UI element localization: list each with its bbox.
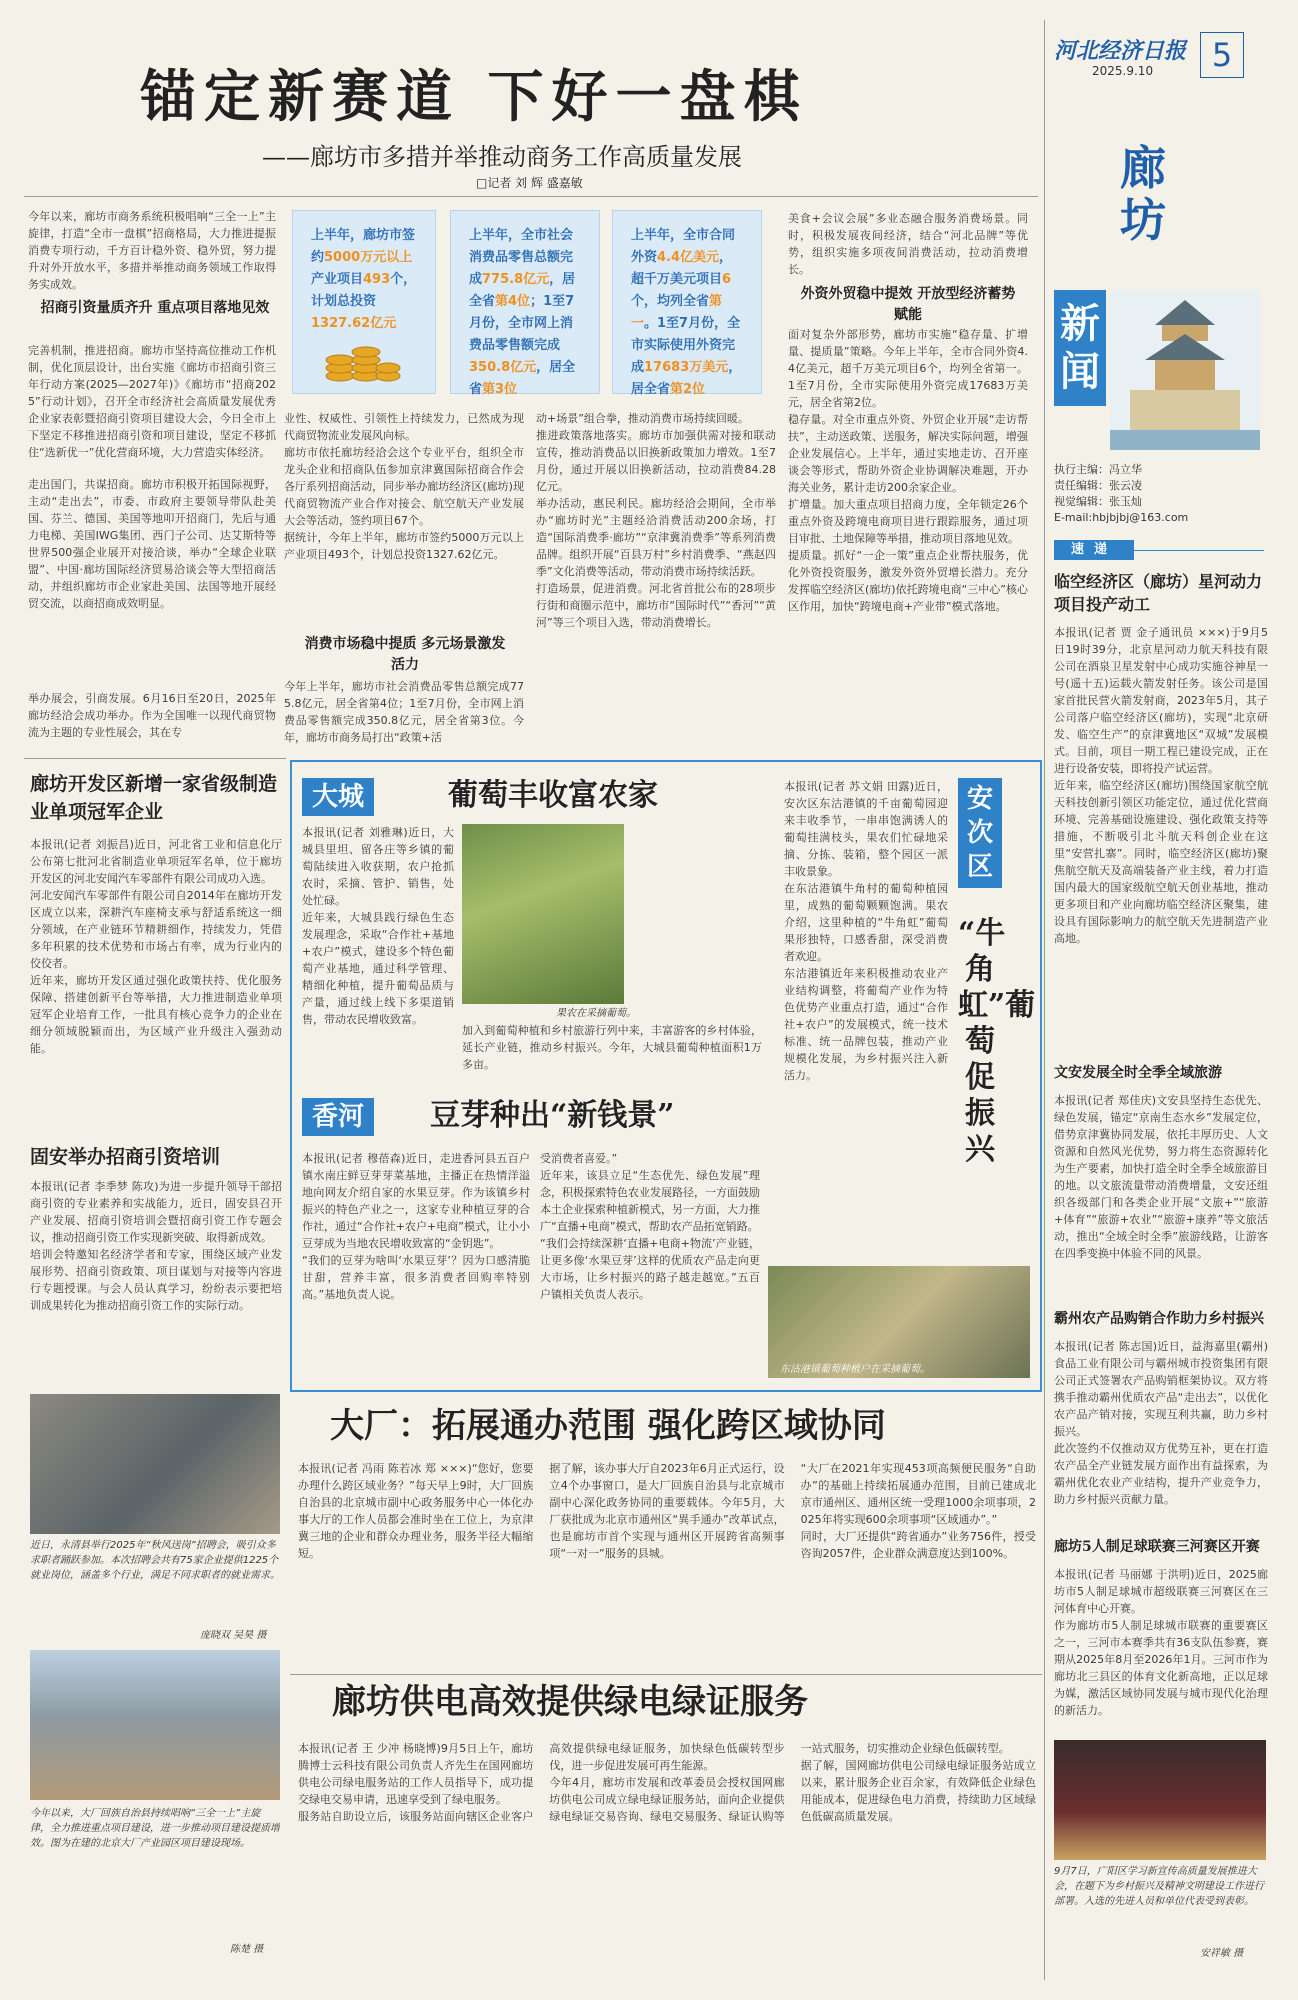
dacheng-caption: 果农在采摘葡萄。 [556, 1008, 636, 1019]
left-photo-1-credit: 庞晓双 吴昊 摄 [200, 1630, 267, 1641]
stat-box-1: 上半年，廊坊市签约5000万元以上产业项目493个，计划总投资1327.62亿元 [292, 210, 436, 394]
lead-col4: 美食+会议会展”多业态融合服务消费场景。同时，积极发展夜间经济，结合“河北品牌”等优势，组织实施多项夜间消费活动，拉动消费增长。 [788, 212, 1028, 276]
bottom1-title: 大厂：拓展通办范围 强化跨区域协同 [330, 1406, 886, 1446]
lead-subhead-2: 消费市场稳中提质 多元场景激发活力 [304, 636, 506, 673]
left-title-2: 固安举办招商引资培训 [30, 1146, 221, 1168]
anci-tag-text: 安次区 [966, 784, 993, 882]
side-photo-caption: 9月7日，广阳区学习新宣传高质量发展推进大会，在题下为乡村振兴及精神文明建设工作进行部署。入选的先进人员和单位代表受到表彰。 [1054, 1866, 1264, 1907]
xianghe-body: 本报讯(记者 穆蓓森)近日，走进香河县五百户镇水南庄鲜豆芽芽菜基地，主播正在热情洋溢地向网友介绍自家的水果豆芽。作为该镇乡村振兴的特色产业之一，这家专业种植豆芽的合作社，通过“合作社+农户+电商”模式，让小小豆芽成为当地农民增收致富的“金钥匙”。 “我们的豆芽为啥叫‘水果豆芽’？因为口感清脆甘甜，营养丰富，很多消费者回购率特别高。”基地负责人说。 [302, 1152, 530, 1301]
lead-col4b: 面对复杂外部形势，廊坊市实施“稳存量、扩增量、提质量”策略。今年上半年，全市合同外资4.4亿美元，超千万美元项目6个，均列全省第一。1至7月份，全市实际使用外资完成17683万美元，居全省第2位。 稳存量。对全市重点外资、外贸企业开展“走访帮扶”，主动送政策、送服务，解决实际问题，增强企业发展信心。上半年，通过实地走访、召开座谈会等形式，帮助外资企业协调解决难题，开办海关业务，累计走访200余家企业。 扩增量。加大重点项目招商力度，全年锁定26个重点外资及跨境电商项目进行跟踪服务，通过项目审批、土地保障等举措，推动项目落地见效。 提质量。抓好“一企一策”重点企业帮扶服务，优化外资投资服务，激发外资外贸增长潜力。充分发挥临空经济区(廊坊)依托跨境电商“三中心”核心区作用，加快“跨境电商+产业带”模式落地。 [788, 328, 1028, 613]
left-body-1: 本报讯(记者 刘振昌)近日，河北省工业和信息化厅公布第七批河北省制造业单项冠军名单，位于廊坊开发区的河北安闻汽车零部件有限公司成功入选。 河北安闻汽车零部件有限公司自2014年在廊坊开发区成立以来，深耕汽车座椅支承与舒适系统这一细分领域，在产业链环节精耕细作，持续发力，凭借多年积累的技术优势和市场占有率，成为行业内的佼佼者。 近年来，廊坊开发区通过强化政策扶持、优化服务保障、搭建创新平台等举措，大力推进制造业单项冠军企业培育工作，一批具有核心竞争力的企业在细分领域脱颖而出，为区域产业升级注入强劲动能。 [30, 838, 282, 1055]
lead-subhead-1: 招商引资量质齐升 重点项目落地见效 [40, 300, 270, 316]
side-title-1: 临空经济区（廊坊）星河动力项目投产动工 [1054, 572, 1263, 614]
lead-para-3: 举办展会，引商发展。6月16日至20日，2025年廊坊经洽会成功举办。作为全国唯一以现代商贸物流为主题的专业性展会，其在专 [28, 692, 276, 739]
masthead-date: 2025.9.10 [1092, 64, 1154, 78]
side-title-3: 霸州农产品购销合作助力乡村振兴 [1054, 1311, 1264, 1327]
dacheng-title: 葡萄丰收富农家 [448, 778, 658, 813]
landmark-illustration [1110, 290, 1260, 450]
section-sub: 新闻 [1054, 290, 1106, 406]
anci-body: 本报讯(记者 苏文娟 田露)近日，安次区东沽港镇的千亩葡萄园迎来丰收季节，一串串饱满诱人的葡萄挂满枝头，果农们忙碌地采摘、分拣、装箱，整个园区一派丰收景象。 在东沽港镇牛角村的葡萄种植园里，成熟的葡萄颗颗饱满。果农介绍，这里种植的“牛角虹”葡萄果形独特，口感香甜，深受消费者欢迎。 东沽港镇近年来积极推动农业产业结构调整，将葡萄产业作为特色优势产业重点打造，通过“合作社+农户”的发展模式，统一技术标准、统一品牌包装，推动产业规模化发展，为乡村振兴注入新活力。 [784, 780, 948, 1082]
editor-email: E-mail:hbjbjbj@163.com [1054, 511, 1189, 524]
lead-subhead-3: 外资外贸稳中提效 开放型经济蓄势赋能 [800, 286, 1016, 323]
editor-info [1054, 462, 1188, 526]
side-body-3: 本报讯(记者 陈志国)近日，益海嘉里(霸州)食品工业有限公司与霸州城市投资集团有限公司正式签署农产品购销框架协议。双方将携手推动霸州优质农产品“走出去”，以优化农产品产销对接，实现互利共赢，助力乡村振兴。 此次签约不仅推动双方优势互补，更在打造农产品全产业链发展方面作出有益探索，为霸州优化农业产业结构，提升产业竞争力，助力乡村振兴贡献力量。 [1054, 1340, 1268, 1506]
lead-col3: 动+场景”组合拳，推动消费市场持续回暖。 推进政策落地落实。廊坊市加强供需对接和联动宣传，推动消费品以旧换新政策加力增效。1至7月份，通过开展以旧换新活动，拉动消费84.28亿元。 举办活动，惠民利民。廊坊经洽会期间，全市举办“廊坊时光”主题经洽消费活动200余场，打造“国际消费季·廊坊”“京津冀消费季”等系列消费品牌。组织开展“百县万村”乡村消费季、“燕赵四季”文化消费等活动，带动消费市场持续活跃。 打造场景，促进消费。河北省首批公布的28项步行街和商圈示范中，廊坊市“国际时代”“香河”“黄河”等三个项目入选，带动消费增长。 [536, 412, 776, 629]
anci-caption: 东沽港镇葡萄种植户在采摘葡萄。 [780, 1364, 930, 1375]
left-photo-2-caption: 今年以来，大厂回族自治县持续唱响“三全一上”主旋律，全力推进重点项目建设，进一步推动项目建设提质增效。图为在建的北京大厂产业园区项目建设现场。 [30, 1808, 280, 1849]
left-photo-2 [30, 1650, 280, 1800]
masthead-paper: 河北经济日报 [1054, 38, 1187, 64]
side-body-1: 本报讯(记者 贾 金子通讯员 ×××)于9月5日19时39分，北京星河动力航天科技有限公司在酒泉卫星发射中心成功实施谷神星一号(遥十五)运载火箭发射任务。该公司是国家首批民营火箭发射商，2023年5月，其子公司落户临空经济区(廊坊)，实现“北京研发、临空生产”的京津冀地区“双城”发展模式。目前，项目一期工程已建设完成，正在进行设备安装，即将投产试运营。 近年来，临空经济区(廊坊)围绕国家航空航天科技创新引领区功能定位，通过优化营商环境、完善基础设施建设、强化政策支持等措施，不断吸引北斗航天科创企业在这里“安营扎寨”。同时，临空经济区(廊坊)聚焦航空航天及高端装备产业主线，着力打造国内最大的国家级航空航天创业基地，推动更多项目和产业向廊坊临空经济区聚集，建设具有国际影响力的航空航天先进制造产业高地。 [1054, 626, 1268, 945]
xianghe-title: 豆芽种出“新钱景” [430, 1098, 675, 1133]
xianghe-body-2: 受消费者喜爱。” 近年来，该县立足“生态优先、绿色发展”理念，积极探索特色农业发展路径，一方面鼓励本土企业探索种植新模式，另一方面，大力推广“直播+电商”模式，帮助农产品拓宽销路。 “我们会持续深耕‘直播+电商+物流’产业链，让更多像‘水果豆芽’这样的优质农产品走向更大市场，让乡村振兴的路子越走越宽。”五百户镇相关负责人表示。 [540, 1152, 760, 1301]
side-body-2: 本报讯(记者 郑佳庆)文安县坚持生态优先、绿色发展，锚定“京南生态水乡”发展定位，借势京津冀协同发展，依托丰厚历史、人文资源和自然风光优势，努力将生态资源转化为生产要素，加快打造全时全季全域旅游目的地。以文旅流量带动消费增量，文安还组织各级部门和各类企业开展“文旅+”“旅游+体育”“旅游+农业”“旅游+康养”等文旅活动，推出“全域全时全季”旅游线路，让游客在四季变换中体验不同的风景。 [1054, 1094, 1268, 1260]
dacheng-tag: 大城 [302, 778, 374, 816]
stat-box-3: 上半年，全市合同外资4.4亿美元，超千万美元项目6个，均列全省第一。1至7月份，全市实际使用外资完成17683万美元，居全省第2位 [612, 210, 762, 394]
anci-tag [958, 778, 1002, 888]
editor-visual: 视觉编辑：张玉灿 [1054, 495, 1142, 508]
side-photo-credit: 安祥敏 摄 [1200, 1948, 1244, 1959]
stat-box-2: 上半年，全市社会消费品零售总额完成775.8亿元，居全省第4位；1至7月份，全市网上消费品零售额完成350.8亿元，居全省第3位 [450, 210, 600, 394]
rule-top [24, 196, 1038, 197]
side-title-4: 廊坊5人制足球联赛三河赛区开赛 [1054, 1539, 1260, 1555]
lead-col2: 业性、权威性、引领性上持续发力，已然成为现代商贸物流业发展风向标。 廊坊市依托廊坊经洽会这个专业平台，组织全市龙头企业和招商队伍参加京津冀国际招商合作会各厅系列招商活动，同步举办廊坊经济区(廊坊)现代商贸物流产业合作对接会、航空航天产业发展大会等活动，签约项目67个。 据统计，今年上半年，廊坊市签约5000万元以上产业项目493个，计划总投资1327.62亿元。 [284, 412, 524, 561]
bottom1-body: 本报讯(记者 冯雨 陈若冰 郑 ×××)“您好，您要办理什么跨区域业务？”每天早上9时，大厂回族自治县的北京城市副中心政务服务中心一体化办事大厅的工作人员都会准时坐在工位上，为京津冀三地的企业和群众办理业务，服务半径大幅缩短。 据了解，该办事大厅自2023年6月正式运行，设立4个办事窗口，是大厂回族自治县与北京城市副中心深化政务协同的重要载体。今年5月，大厂获批成为北京市通州区“異手通办”改革试点，也是廊坊市首个实现与通州区开展跨省高频事项“一对一”服务的县城。 “大厂在2021年实现453项高频便民服务“自助办”的基础上持续拓展通办范围，目前已建成北京市通州区、通州区统一受理1000余项事项，2025年将实现600余项事项“区域通办”。” 同时，大厂还提供“跨省通办”业务756件，授受咨询2057件，企业群众满意度达到100%。 [298, 1462, 1036, 1560]
page-number: 5 [1200, 32, 1244, 78]
side-photo [1054, 1740, 1266, 1860]
left-title-1: 廊坊开发区新增一家省级制造业单项冠军企业 [30, 773, 278, 823]
lead-title: 锚定新赛道 下好一盘棋 [140, 64, 808, 130]
bottom2-title: 廊坊供电高效提供绿电绿证服务 [332, 1682, 808, 1722]
xianghe-tag: 香河 [302, 1098, 374, 1136]
section-name: 廊坊 [1120, 141, 1166, 247]
dacheng-body: 本报讯(记者 刘雅琳)近日，大城县里坦、留各庄等乡镇的葡萄陆续进入收获期，农户抢抓农时，采摘、管护、销售，处处忙碌。 近年来，大城县践行绿色生态发展理念，采取“合作社+基地+农户”模式，建设多个特色葡萄产业基地，通过科学管理、精细化种植，提升葡萄品质与产量，通过线上线下多渠道销售，带动农民增收致富。 [302, 826, 454, 1026]
left-photo-1-caption: 近日，永清县举行2025年“秋风送岗”招聘会，吸引众多求职者踊跃参加。本次招聘会共有75家企业提供1225个就业岗位，涵盖多个行业，满足不同求职者的就业需求。 [30, 1540, 280, 1581]
bottom2-body: 本报讯(记者 王 少冲 杨晓博)9月5日上午，廊坊腾博士云科技有限公司负责人齐先生在国网廊坊供电公司绿电服务站的工作人员指导下，成功提交绿电交易申请，迅速享受到了绿电服务。 服务站自助设立后，该服务站面向辖区企业客户高效提供绿电绿证服务，加快绿色低碳转型步伐，进一步促进发展可再生能源。 今年4月，廊坊市发展和改革委员会授权国网廊坊供电公司成立绿电绿证服务站，面向企业提供绿电绿证交易咨询、绿电交易服务、绿证认购等一站式服务，切实推动企业绿色低碳转型。 据了解，国网廊坊供电公司绿电绿证服务站成立以来，累计服务企业百余家，有效降低企业绿色用能成本，促进绿色电力消费，持续助力区域绿色低碳高质量发展。 [298, 1742, 1036, 1823]
speed-label: 速递 [1054, 540, 1134, 560]
side-body-4: 本报讯(记者 马丽娜 于洪明)近日，2025廊坊市5人制足球城市超级联赛三河赛区在三河体育中心开赛。 作为廊坊市5人制足球城市联赛的重要赛区之一，三河市本赛季共有36支队伍参赛，赛期从2025年8月至2026年1月。三河市作为廊坊北三县区的体育文化新高地，正以足球为媒，激活区域协同发展与城市现代化治理的新活力。 [1054, 1568, 1268, 1717]
editor-exec: 执行主编：冯立华 [1054, 463, 1142, 476]
anci-title: “牛角虹”葡萄促振兴 [958, 916, 1036, 1167]
coin-stack-icon [318, 326, 402, 386]
lead-para-1: 完善机制，推进招商。廊坊市坚持高位推动工作机制，优化顶层设计，出台实施《廊坊市招商引资三年行动方案(2025—2027年)》《廊坊市“招商2025”行动计划》，召开全市经济社会高质量发展优秀企业家表彰暨招商引资项目建设大会，今日全市上下坚定不移推进招商引资和项目建设，坚定不移抓住“选新优一”优化营商环境，大力营造实体经济。 [28, 344, 276, 459]
left-photo-2-credit: 陈楚 摄 [230, 1944, 264, 1955]
lead-byline: □记者 刘 辉 盛嘉敏 [476, 176, 583, 190]
rule-mid [24, 758, 286, 759]
dacheng-photo [462, 824, 624, 1004]
lead-subtitle: ——廊坊市多措并举推动商务工作高质量发展 [262, 143, 742, 171]
editor-resp: 责任编辑：张云凌 [1054, 479, 1142, 492]
rule-side [1044, 20, 1045, 1980]
speed-rule [1134, 550, 1264, 551]
rule-bottom1 [290, 1674, 1042, 1675]
lead-para-2: 走出国门，共谋招商。廊坊市积极开拓国际视野，主动“走出去”，市委、市政府主要领导带队赴美国、芬兰、德国、美国等地叩开招商门，先后与通力电梯、美国IWG集团、西门子公司、达艾斯特等世界500强企业展开对接洽谈，举办“全球企业联盟”、中国·廊坊国际经济贸易洽谈会等大型招商活动，并组织廊坊市企业家赴美国、法国等地开展经贸交流，以商招商成效明显。 [28, 478, 276, 610]
lead-intro: 今年以来，廊坊市商务系统积极唱响“三全一上”主旋律，打造“全市一盘棋”招商格局，大力推进提振消费专项行动，千方百计稳外资、稳外贸，努力提升对外开放水平，多措并举推动商务领域工作取得务实成效。 [28, 210, 276, 291]
left-photo-1 [30, 1394, 280, 1534]
lead-col2b: 今年上半年，廊坊市社会消费品零售总额完成775.8亿元，居全省第4位；1至7月份，全市网上消费品零售额完成350.8亿元，居全省第3位。今年，廊坊市商务局打出“政策+活 [284, 680, 524, 744]
dacheng-body-2: 加入到葡萄种植和乡村旅游行列中来，丰富游客的乡村体验，延长产业链，推动乡村振兴。今年，大城县葡萄种植面积1万多亩。 [462, 1024, 762, 1071]
left-body-2: 本报讯(记者 李季梦 陈攻)为进一步提升领导干部招商引资的专业素养和实战能力，近日，固安县召开产业发展、招商引资培训会暨招商引资工作专题会议，推动招商引资工作实现新突破、取得新成效。 培训会特邀知名经济学者和专家，围绕区域产业发展形势、招商引资政策、项目谋划与对接等内容进行专题授课。与会人员认真学习，纷纷表示要把培训成果转化为推动招商引资工作的实际行动。 [30, 1180, 282, 1312]
side-title-2: 文安发展全时全季全域旅游 [1054, 1065, 1222, 1081]
